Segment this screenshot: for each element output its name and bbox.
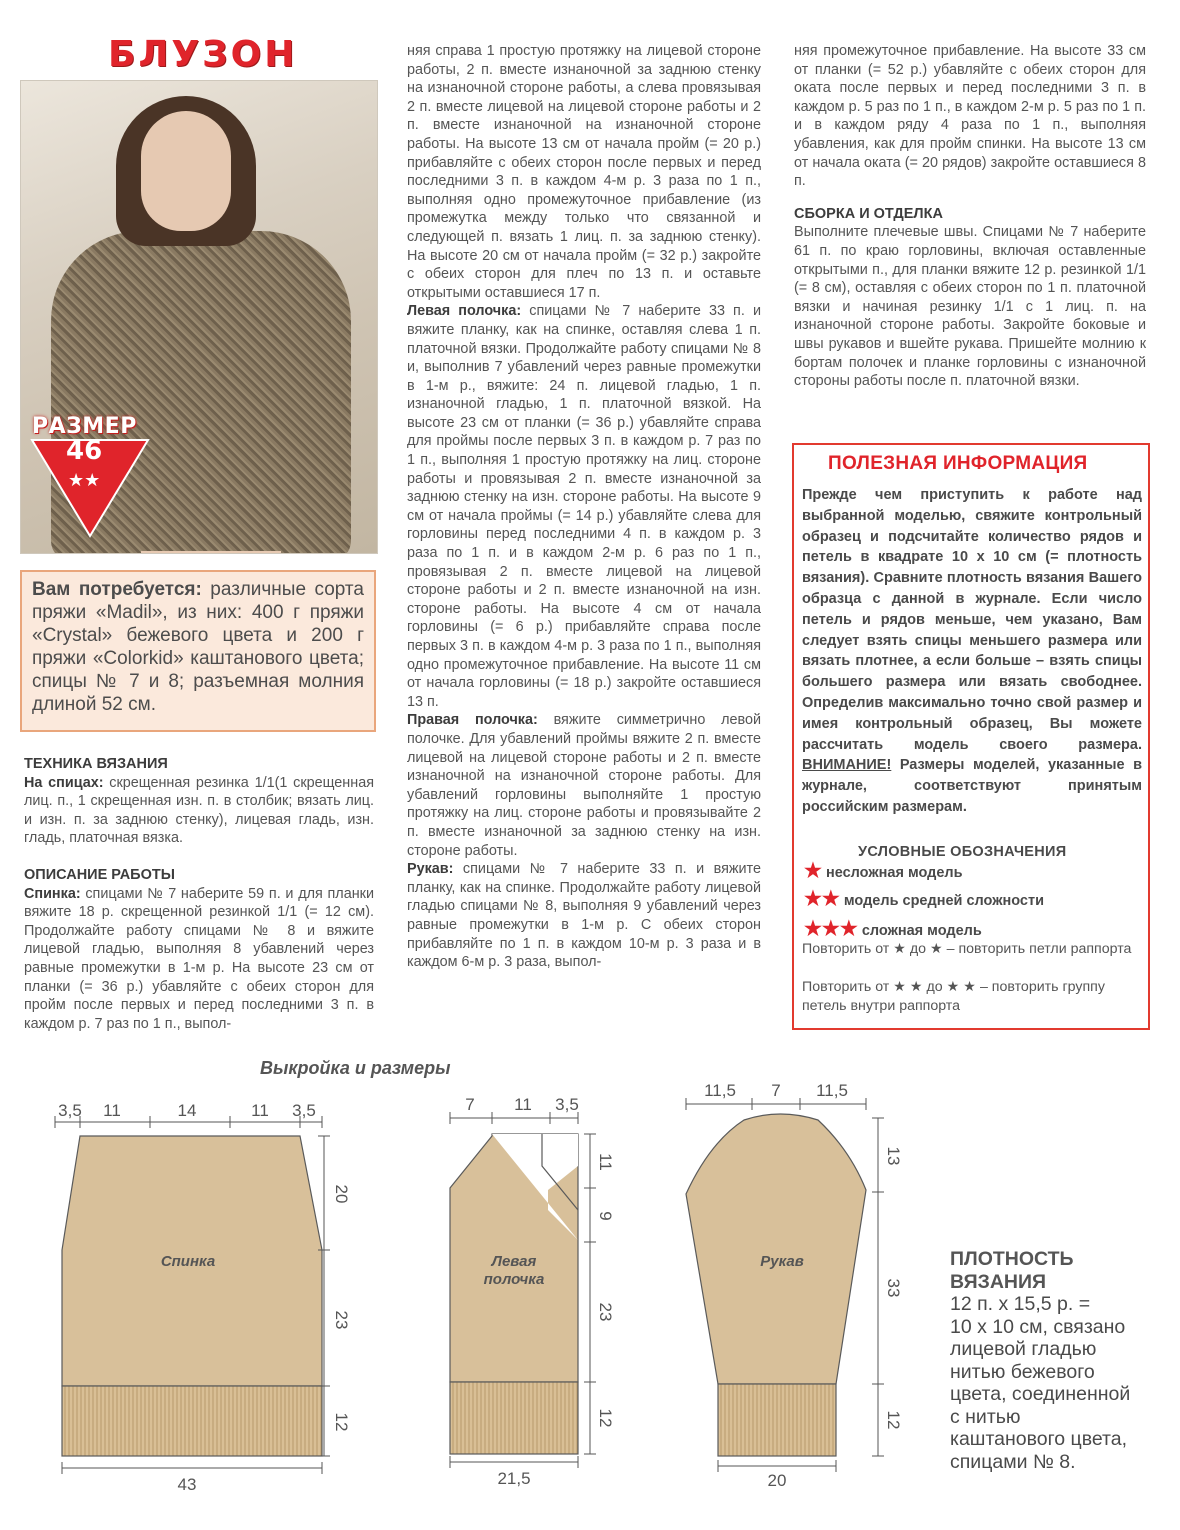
- sleeve-right-dim-1: 13: [884, 1146, 903, 1166]
- info-body: Прежде чем приступить к работе над выбранной моделью, свяжите контрольный образец и подсчитайте количество рядов и петель в квадрате 10 х 10 см (= плотность вязания). Сравните плотность вязания Вашего образца с данной в журнале. Если число петель и рядов меньше, чем указано, Вам следует взять спицы меньшего размера или вязать плотнее, а если больше – взять спицы большего размера или вязать свободнее. Определив максимально точно свой размер и имея контрольный образец, Вы можете рассчитать модель своего размера.: [802, 487, 1142, 753]
- sleeve-text: спицами № 7 наберите 33 п. и вяжите планку, как на спинке. Продолжайте работу лицевой гладью спицами № 8, выполняя 9 убавлений через равные промежутки в 1-м р. С обеих сторон прибавляйте по 1 п. в каждом 10-м р. 3 раза и в каждом 6-м р. 3 раза, выпол-: [407, 861, 761, 971]
- front-bottom-dim: 21,5: [497, 1469, 531, 1488]
- sleeve-top-dim-2: 7: [771, 1081, 781, 1100]
- star-icon: ★★★: [804, 918, 858, 940]
- front-right-dim-3: 23: [596, 1302, 615, 1322]
- front-top-dim-1: 7: [465, 1095, 475, 1114]
- back-right-dim-3: 12: [332, 1412, 351, 1432]
- info-title: ПОЛЕЗНАЯ ИНФОРМАЦИЯ: [828, 453, 1088, 474]
- materials-text: различные сорта пряжи «Madil», из них: 400 г пряжи «Crystal» бежевого цвета и 200 г пряжи «Colorkid» каштанового цвета; спицы № 7 и 8; разъемная молния длиной 52 см.: [32, 579, 364, 715]
- column-2: [407, 42, 761, 972]
- right-front-text: вяжите симметрично левой полочке. Для убавлений проймы вяжите 2 п. вместе лицевой на лицевой стороне работы и 2 п. вместе изнаночной на изнаночной стороне работы. Для убавлений горловины выполняйте 1 простую протяжку на лиц. стороне работы и провязывайте 2 п. вместе изнаночной за заднюю стенку на изн. стороне работы.: [407, 712, 761, 859]
- density-title-1: ПЛОТНОСТЬ: [950, 1248, 1074, 1270]
- density-line: каштанового цвета,: [950, 1428, 1128, 1450]
- front-label-line1: Левая: [491, 1253, 537, 1270]
- legend-item-2: [804, 886, 1044, 911]
- legend-label-2: модель средней сложности: [843, 893, 1045, 909]
- back-top-dim-4: 11: [251, 1101, 269, 1120]
- repeat-note-2: Повторить от ★ ★ до ★ ★ – повторить группу петель внутри раппорта: [802, 979, 1105, 1014]
- back-label: Спинка:: [24, 885, 81, 902]
- assembly-heading: СБОРКА И ОТДЕЛКА: [794, 205, 943, 222]
- column-3: [794, 42, 1146, 391]
- sleeve-right-dim-3: 12: [884, 1410, 903, 1430]
- legend-item-1: [804, 858, 963, 883]
- back-top-dim-2: 11: [103, 1101, 121, 1120]
- sleeve-paragraph: [407, 860, 761, 972]
- back-continued: няя справа 1 простую протяжку на лицевой стороне работы, 2 п. вместе изнаночной за заднюю стенку на изнаночной стороне работы, а слева провязывая 2 п. вместе лицевой на лицевой стороне работы и 2 п. вместе изнаночной на изнаночной стороне работы. На высоте 13 см от начала пройм (= 20 р.) прибавляйте с обеих сторон после первых и перед последними 3 п. в каждом 4-м р. 3 раза по 1 п., выполняя одно промежуточное прибавление (из промежутка между только что связанной и следующей п. вязать 1 лиц. п. за заднюю стенку). На высоте 20 см от начала пройм (= 32 р.) закройте с обеих сторон для плеч по 13 п. и оставьте открытыми оставшиеся 17 п.: [407, 43, 761, 301]
- size-badge-word: РАЗМЕР: [32, 414, 137, 439]
- legend-item-3: [804, 916, 982, 941]
- sleeve-bottom-dim: 20: [767, 1471, 787, 1490]
- sleeve-continued: няя промежуточное прибавление. На высоте 33 см от планки (= 52 р.) убавляйте с обеих сторон для оката после первых и перед последними 3 п. в каждом р. 5 раз по 1 п., в каждом 2-м р. 5 раз по 1 п. и в каждом ряду 4 раза по 1 п., выполняя убавления, как для пройм спинки. На высоте 13 см от начала оката (= 20 рядов) закройте оставшиеся 8 п.: [794, 43, 1146, 190]
- sleeve-top-dim-1: 11,5: [704, 1081, 736, 1100]
- right-front-paragraph: [407, 711, 761, 860]
- assembly-text: Выполните плечевые швы. Спицами № 7 наберите 61 п. по краю горловины, включая оставленные открытыми п., для планки вяжите 12 р. резинкой 1/1 (= 8 см), оставляя с обеих сторон по 1 п. платочной вязки и начиная резинку 1/1 с 1 лиц. п. на изнаночной стороне работы. Закройте боковые и швы рукавов и вшейте рукава. Пришейте молнию к бортам полочек и планке горловины с изнаночной стороны работы после п. платочной вязки.: [794, 224, 1146, 390]
- legend-label-3: сложная модель: [861, 923, 982, 939]
- back-bottom-dim: 43: [177, 1475, 197, 1494]
- pattern-title: Выкройка и размеры: [260, 1058, 451, 1078]
- density-title-2: ВЯЗАНИЯ: [950, 1270, 1047, 1293]
- front-top-dim-3: 3,5: [555, 1095, 579, 1114]
- left-front-piece: [450, 1095, 615, 1488]
- right-front-label: Правая полочка:: [407, 712, 538, 729]
- front-right-dim-1: 11: [596, 1153, 615, 1171]
- front-label-line2: полочка: [483, 1271, 545, 1288]
- technique-text: скрещенная резинка 1/1(1 скрещенная лиц. п., 1 скрещенная изн. п. в столбик; вязать лиц. и изн. п. за заднюю стенку), лицевая гладь, изн. гладь, платочная вязка.: [24, 774, 374, 847]
- left-front-label: Левая полочка:: [407, 303, 522, 320]
- description-heading: ОПИСАНИЕ РАБОТЫ: [24, 866, 175, 883]
- attention-label: ВНИМАНИЕ!: [802, 757, 892, 774]
- density-line: спицами № 8.: [950, 1450, 1076, 1473]
- legend-label-1: несложная модель: [825, 865, 963, 881]
- materials-label: Вам потребуется:: [32, 579, 202, 600]
- page-title: БЛУЗОН: [108, 34, 298, 75]
- density-line: цвета, соединенной: [950, 1383, 1131, 1405]
- back-label-diagram: Спинка: [160, 1253, 216, 1270]
- density-line: лицевой гладью: [950, 1338, 1097, 1360]
- technique-heading: ТЕХНИКА ВЯЗАНИЯ: [24, 756, 168, 772]
- technique-paragraph: [24, 774, 374, 848]
- sleeve-piece: [686, 1081, 903, 1490]
- back-top-dim-5: 3,5: [292, 1101, 316, 1120]
- back-top-dim-1: 3,5: [58, 1101, 82, 1120]
- back-top-dim-3: 14: [177, 1101, 197, 1120]
- materials-box: [20, 570, 376, 732]
- back-right-dim-1: 20: [332, 1184, 351, 1204]
- info-text: [802, 485, 1142, 818]
- left-front-text: спицами № 7 наберите 33 п. и вяжите планку, как на спинке, оставляя слева 1 п. платочной вязки. Продолжайте работу спицами № 8 и, выполнив 7 убавлений через равные промежутки в 1-м р., вяжите: 24 п. лицевой гладью, 1 п. изнаночной гладью, 1 п. платочной вязкой. На высоте 23 см от планки (= 36 р.) убавляйте справа для проймы после первых 3 п. в каждом р. 7 раз по 1 п., выполняя 1 простую протяжку на лиц. стороне работы и провязывая 2 п. вместе изнаночной за заднюю стенку на изн. стороне работы. На высоте 9 см от начала проймы (= 14 р.) убавляйте слева для горловины перед последними 4 п. в каждом р. 3 раза по 1 п. и в каждом 2-м р. 6 раз по 1 п., провязывая 2 п. вместе лицевой на лицевой стороне работы и 2 п. вместе изнаночной на изн. стороне работы. На высоте 4 см от начала горловины (= 6 р.) прибавляйте справа после первых 3 п. в каждом 4-м р. 3 раза по 1 п., выполняя одно промежуточное прибавление. На высоте 11 см от начала горловины (= 18 р.) закройте оставшиеся 13 п.: [407, 303, 761, 710]
- back-paragraph: [24, 885, 374, 1034]
- star-icon: ★★: [804, 888, 840, 910]
- sleeve-label: Рукав:: [407, 861, 454, 878]
- technique-label: На спицах:: [24, 774, 104, 791]
- density-line: 12 п. х 15,5 р. =: [950, 1293, 1091, 1315]
- density-line: 10 х 10 см, связано: [950, 1315, 1126, 1338]
- back-text: спицами № 7 наберите 59 п. и для планки вяжите 18 р. скрещенной резинкой 1/1 (= 12 см). Продолжайте работу спицами № 8 и вяжите лицевой гладью, выполняя 8 убавлений через равные промежутки в 1-м р. На высоте 23 см от планки (= 36 р.) убавляйте с обеих сторон для пройм после первых и перед последними 3 п. в каждом р. 7 раз по 1 п., выпол-: [24, 885, 374, 1032]
- back-piece: [55, 1101, 351, 1494]
- column-1: [24, 755, 374, 1033]
- legend-title: УСЛОВНЫЕ ОБОЗНАЧЕНИЯ: [858, 844, 1067, 860]
- head-shape: [141, 111, 231, 231]
- repeat-note-1: Повторить от ★ до ★ – повторить петли раппорта: [802, 941, 1132, 957]
- left-front-paragraph: [407, 302, 761, 711]
- sleeve-label-diagram: Рукав: [760, 1253, 804, 1270]
- front-top-dim-2: 11: [514, 1095, 532, 1114]
- density-line: с нитью: [950, 1405, 1021, 1428]
- density-block: [950, 1248, 1130, 1473]
- star-icon: ★: [804, 860, 822, 882]
- front-right-dim-4: 12: [596, 1408, 615, 1428]
- waist-shape: [141, 551, 281, 554]
- size-badge-number: 46: [66, 436, 103, 466]
- attention-text: Размеры моделей, указанные в журнале, соответствуют принятым российским размерам.: [802, 757, 1142, 815]
- front-right-dim-2: 9: [596, 1211, 615, 1221]
- size-badge-stars: ★★: [68, 470, 101, 490]
- density-line: нитью бежевого: [950, 1360, 1095, 1383]
- sleeve-right-dim-2: 33: [884, 1278, 903, 1298]
- back-right-dim-2: 23: [332, 1310, 351, 1330]
- sleeve-top-dim-3: 11,5: [816, 1081, 848, 1100]
